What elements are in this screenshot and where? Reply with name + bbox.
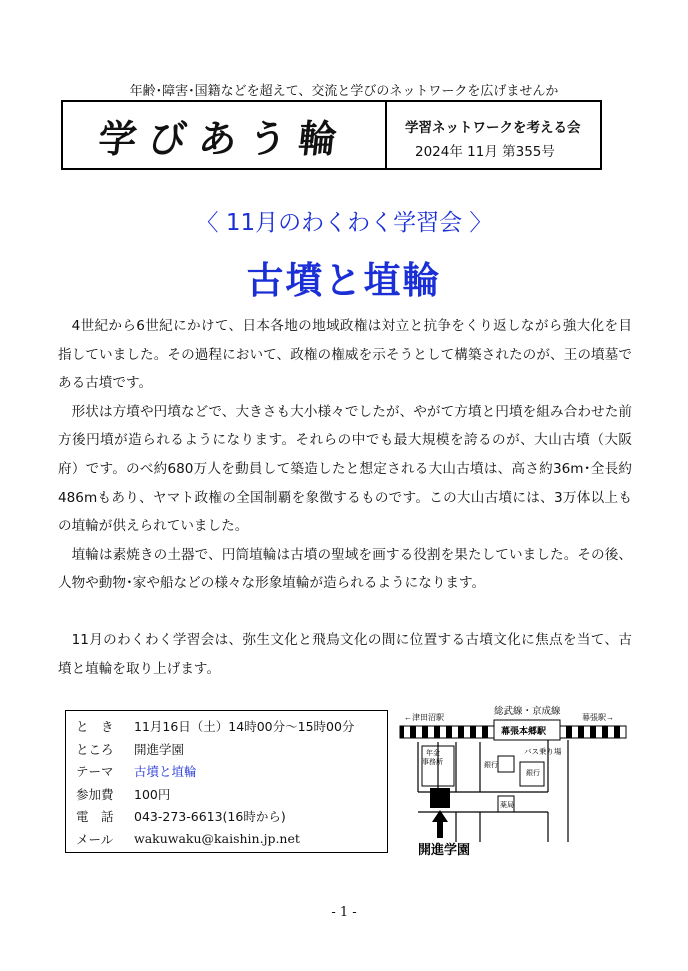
info-value: 11月16日（土）14時00分～15時00分 (134, 719, 355, 735)
issue-number: 2024年 11月 第355号 (415, 144, 555, 160)
info-label: 参加費 (76, 786, 114, 802)
map-pharmacy: 薬局 (500, 802, 514, 809)
map-right-station: 幕張駅→ (582, 713, 614, 722)
paragraph: 4世紀から6世紀にかけて、日本各地の地域政権は対立と抗争をくり返しながら強大化を目指していました。その過程において、政権の権威を示そうとして構築されたのが、王の墳墓である古墳です。 (58, 318, 632, 392)
info-label: テーマ (76, 764, 114, 780)
info-row-email (76, 828, 387, 851)
map-main-station: 幕張本郷駅 (501, 726, 547, 736)
organization-name: 学習ネットワークを考える会 (405, 120, 581, 136)
info-label: ところ (76, 741, 114, 757)
info-value: 043-273-6613(16時から) (134, 809, 286, 825)
info-row-time (76, 715, 387, 738)
info-value: 100円 (134, 786, 171, 802)
bank1-block (498, 756, 514, 772)
info-value: wakuwaku@kaishin.jp.net (134, 831, 300, 847)
masthead-info-cell (387, 102, 600, 168)
map-left-station: ←津田沼駅 (404, 713, 444, 722)
event-title: 古墳と埴輪 (246, 259, 442, 302)
masthead (61, 100, 602, 170)
info-label: メール (76, 831, 114, 847)
page-number: - 1 - (331, 905, 357, 920)
info-row-place (76, 738, 387, 761)
newsletter-title: 学びあう輪 (96, 115, 352, 161)
info-row-fee (76, 783, 387, 806)
info-value: 古墳と埴輪 (134, 764, 197, 780)
tagline: 年齢･障害･国籍などを超えて、交流と学びのネットワークを広げませんか (129, 84, 559, 99)
event-info-box (65, 710, 388, 853)
map-bank2: 銀行 (526, 770, 540, 777)
map-destination: 開進学園 (418, 842, 471, 857)
map-pension-office (422, 748, 443, 766)
map-pension-office-line1: 年金 (426, 750, 440, 757)
info-row-phone (76, 805, 387, 828)
map-bank1: 銀行 (484, 762, 498, 769)
info-value: 開進学園 (134, 741, 185, 757)
paragraph: 埴輪は素焼きの土器で、円筒埴輪は古墳の聖域を画する役割を果たしていました。その後、人物や動物･家や船などの様々な形象埴輪が造られるようになります。 (58, 546, 632, 592)
info-label: 電 話 (76, 809, 114, 825)
info-label: と き (76, 719, 114, 735)
info-row-theme (76, 760, 387, 783)
up-arrow-icon (432, 810, 448, 838)
paragraph: 11月のわくわく学習会は、弥生文化と飛鳥文化の間に位置する古墳文化に焦点を当て、古墳と埴輪を取り上げます。 (58, 631, 632, 677)
map-line-name: 総武線・京成線 (494, 706, 561, 717)
article-body (58, 312, 632, 683)
event-subtitle: 〈 11月のわくわく学習会 〉 (195, 210, 493, 236)
access-map (398, 692, 628, 862)
map-pension-office-line2: 事務所 (422, 759, 443, 766)
masthead-title-cell (63, 102, 387, 168)
map-bus-stop: バス乗り場 (524, 747, 562, 756)
paragraph: 形状は方墳や円墳などで、大きさも大小様々でしたが、やがて方墳と円墳を組み合わせた前方後円墳が造られるようになります。それらの中でも最大規模を誇るのが、大山古墳（大阪府）です。のべ約680万人を動員して築造したと想定される大山古墳は、高さ約36m･全長約486mもあり、ヤマト政権の全国制覇を象徴するものです。この大山古墳には、3万体以上もの埴輪が供えられていました。 (58, 403, 632, 535)
destination-marker (430, 788, 450, 808)
